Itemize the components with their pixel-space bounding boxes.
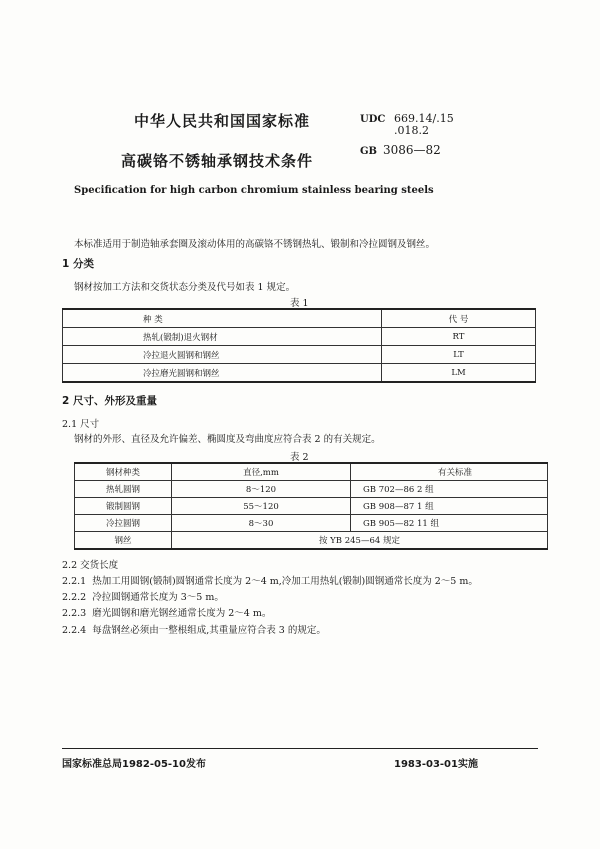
table-cell: GB 905—82 11 组 — [351, 515, 548, 532]
table-header-cell: 直径,mm — [172, 463, 351, 481]
section-2-heading: 2 尺寸、外形及重量 — [62, 395, 157, 407]
footer-divider — [62, 748, 538, 749]
issue-date: 国家标准总局1982-05-10发布 — [62, 759, 206, 770]
table-cell: GB 702—86 2 组 — [351, 481, 548, 498]
table-cell: LM — [382, 364, 536, 383]
list-item — [62, 622, 326, 636]
table-header-cell: 钢材种类 — [75, 463, 172, 481]
table-cell: 冷拉磨光圆钢和钢丝 — [63, 364, 382, 383]
list-item — [62, 605, 271, 619]
table-2-caption: 表 2 — [290, 452, 309, 463]
table-cell: 钢丝 — [75, 532, 172, 550]
section-2-2-heading: 2.2 交货长度 — [62, 560, 119, 571]
table-row — [63, 328, 536, 346]
table-row — [75, 515, 548, 532]
table-cell: LT — [382, 346, 536, 364]
table-cell: GB 908—87 1 组 — [351, 498, 548, 515]
table-cell: 按 YB 245—64 规定 — [172, 532, 548, 550]
item-number: 2.2.4 — [62, 625, 87, 636]
section-2-1-text: 钢材的外形、直径及允许偏差、椭圆度及弯曲度应符合表 2 的有关规定。 — [74, 434, 381, 445]
table-cell: 热轧(锻制)退火钢材 — [63, 328, 382, 346]
item-number: 2.2.1 — [62, 576, 87, 587]
document-title-en: Specification for high carbon chromium stainless bearing steels — [74, 185, 434, 196]
standard-name: 中华人民共和国国家标准 — [134, 112, 311, 130]
intro-paragraph: 本标准适用于制造轴承套圈及滚动体用的高碳铬不锈钢热轧、锻制和冷拉圆钢及钢丝。 — [74, 239, 436, 250]
list-item — [62, 589, 224, 603]
udc-code-line2: .018.2 — [394, 124, 429, 137]
effective-date: 1983-03-01实施 — [394, 759, 478, 770]
item-number: 2.2.3 — [62, 608, 87, 619]
item-text: 热加工用圆钢(锻制)圆钢通常长度为 2～4 m,冷加工用热轧(锻制)圆钢通常长度为 2～5 m。 — [92, 576, 478, 587]
table-1 — [62, 308, 536, 383]
table-cell: 55～120 — [172, 498, 351, 515]
item-text: 磨光圆钢和磨光钢丝通常长度为 2～4 m。 — [92, 608, 272, 619]
table-cell: 锻制圆钢 — [75, 498, 172, 515]
udc-code-line1: 669.14/.15 — [394, 112, 454, 125]
table-cell: 冷拉退火圆钢和钢丝 — [63, 346, 382, 364]
table-row — [75, 532, 548, 550]
table-row — [75, 481, 548, 498]
table-row — [63, 364, 536, 383]
section-1-heading: 1 分类 — [62, 258, 94, 270]
table-header-cell: 代 号 — [382, 309, 536, 328]
table-cell: 热轧圆钢 — [75, 481, 172, 498]
list-item — [62, 573, 478, 587]
item-text: 每盘钢丝必须由一整根组成,其重量应符合表 3 的规定。 — [92, 625, 326, 636]
gb-number-value: 3086—82 — [383, 143, 441, 157]
table-header-row — [75, 463, 548, 481]
table-row — [75, 498, 548, 515]
udc-label: UDC — [360, 114, 386, 125]
document-title-cn: 高碳铬不锈轴承钢技术条件 — [121, 152, 314, 170]
table-header-cell: 有关标准 — [351, 463, 548, 481]
table-cell: 冷拉圆钢 — [75, 515, 172, 532]
table-header-row — [63, 309, 536, 328]
gb-label: GB — [360, 146, 377, 157]
table-cell: 8～30 — [172, 515, 351, 532]
item-text: 冷拉圆钢通常长度为 3～5 m。 — [92, 592, 224, 603]
gb-number — [360, 143, 441, 157]
section-1-text: 钢材按加工方法和交货状态分类及代号如表 1 规定。 — [74, 282, 296, 293]
table-cell: RT — [382, 328, 536, 346]
item-number: 2.2.2 — [62, 592, 87, 603]
table-2 — [74, 462, 548, 550]
table-cell: 8～120 — [172, 481, 351, 498]
table-row — [63, 346, 536, 364]
section-2-1-heading: 2.1 尺寸 — [62, 419, 100, 430]
table-header-cell: 种 类 — [63, 309, 382, 328]
table-1-caption: 表 1 — [290, 298, 309, 309]
